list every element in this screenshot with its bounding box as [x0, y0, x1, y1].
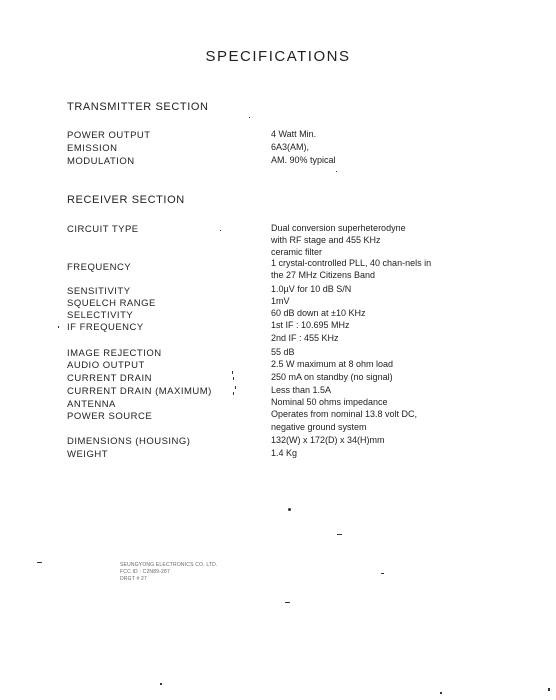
scan-speck [232, 371, 233, 374]
spec-label-power-source: POWER SOURCE [67, 411, 153, 422]
scan-speck [220, 230, 221, 231]
spec-label-circuit-type: CIRCUIT TYPE [67, 224, 139, 235]
scan-dash [285, 602, 290, 603]
receiver-section-heading: RECEIVER SECTION [67, 194, 185, 206]
spec-label-sensitivity: SENSITIVITY [67, 286, 131, 297]
spec-value-power-output: 4 Watt Min. [271, 129, 317, 139]
footer-reference-line: DRGT # 27 [120, 576, 147, 582]
scan-speck [249, 117, 250, 118]
scan-speck [233, 377, 234, 380]
spec-label-dimensions: DIMENSIONS (HOUSING) [67, 436, 191, 447]
spec-value-circuit-type-line1: Dual conversion superheterodyne [271, 223, 406, 233]
spec-value-audio-output: 2.5 W maximum at 8 ohm load [271, 359, 394, 369]
spec-value-frequency-line2: the 27 MHz Citizens Band [271, 270, 376, 280]
spec-label-selectivity: SELECTIVITY [67, 310, 134, 321]
scan-dash [381, 573, 384, 574]
spec-value-current-drain-max: Less than 1.5A [271, 385, 332, 395]
transmitter-section-heading: TRANSMITTER SECTION [67, 101, 209, 113]
scan-dash [337, 534, 342, 535]
footer-company-line: SEUNGYONG ELECTRONICS CO. LTD. [120, 562, 218, 568]
spec-value-current-drain: 250 mA on standby (no signal) [271, 372, 393, 382]
scan-speck [548, 688, 550, 691]
spec-label-emission: EMISSION [67, 143, 118, 154]
scan-dash [37, 562, 42, 563]
spec-value-squelch-range: 1mV [271, 296, 290, 306]
spec-value-frequency-line1: 1 crystal-controlled PLL, 40 chan-nels in [271, 258, 432, 268]
spec-value-power-source-line2: negative ground system [271, 422, 367, 432]
spec-value-if-line2: 2nd IF : 455 KHz [271, 333, 339, 343]
spec-label-frequency: FREQUENCY [67, 262, 132, 273]
footer-fcc-id-line: FCC ID : C2N89-287 [120, 569, 171, 575]
scan-speck [440, 692, 442, 694]
spec-value-antenna: Nominal 50 ohms impedance [271, 397, 388, 407]
spec-label-if-frequency: IF FREQUENCY [67, 322, 144, 333]
spec-label-antenna: ANTENNA [67, 399, 116, 410]
spec-label-power-output: POWER OUTPUT [67, 130, 151, 141]
spec-label-weight: WEIGHT [67, 449, 108, 460]
spec-label-audio-output: AUDIO OUTPUT [67, 360, 145, 371]
spec-value-dimensions: 132(W) x 172(D) x 34(H)mm [271, 435, 385, 445]
spec-value-modulation: AM. 90% typical [271, 155, 336, 165]
spec-value-sensitivity: 1.0µV for 10 dB S/N [271, 284, 352, 294]
spec-label-image-rejection: IMAGE REJECTION [67, 348, 162, 359]
spec-label-squelch-range: SQUELCH RANGE [67, 298, 156, 309]
spec-label-current-drain: CURRENT DRAIN [67, 373, 152, 384]
scan-speck [233, 392, 234, 395]
spec-value-weight: 1.4 Kg [271, 448, 298, 458]
spec-value-image-rejection: 55 dB [271, 347, 295, 357]
spec-label-current-drain-max: CURRENT DRAIN (MAXIMUM) [67, 386, 212, 397]
scan-speck [288, 508, 291, 511]
spec-value-emission: 6A3(AM), [271, 142, 310, 152]
spec-value-circuit-type-line2: with RF stage and 455 KHz [271, 235, 381, 245]
scan-speck [336, 171, 337, 172]
scan-speck [58, 326, 59, 328]
page-title: SPECIFICATIONS [205, 48, 351, 65]
spec-value-circuit-type-line3: ceramic filter [271, 247, 323, 257]
spec-label-modulation: MODULATION [67, 156, 135, 167]
scan-speck [235, 386, 236, 389]
spec-value-power-source-line1: Operates from nominal 13.8 volt DC, [271, 409, 418, 419]
spec-value-if-line1: 1st IF : 10.695 MHz [271, 320, 350, 330]
scan-speck [160, 683, 162, 685]
spec-value-selectivity: 60 dB down at ±10 KHz [271, 308, 366, 318]
